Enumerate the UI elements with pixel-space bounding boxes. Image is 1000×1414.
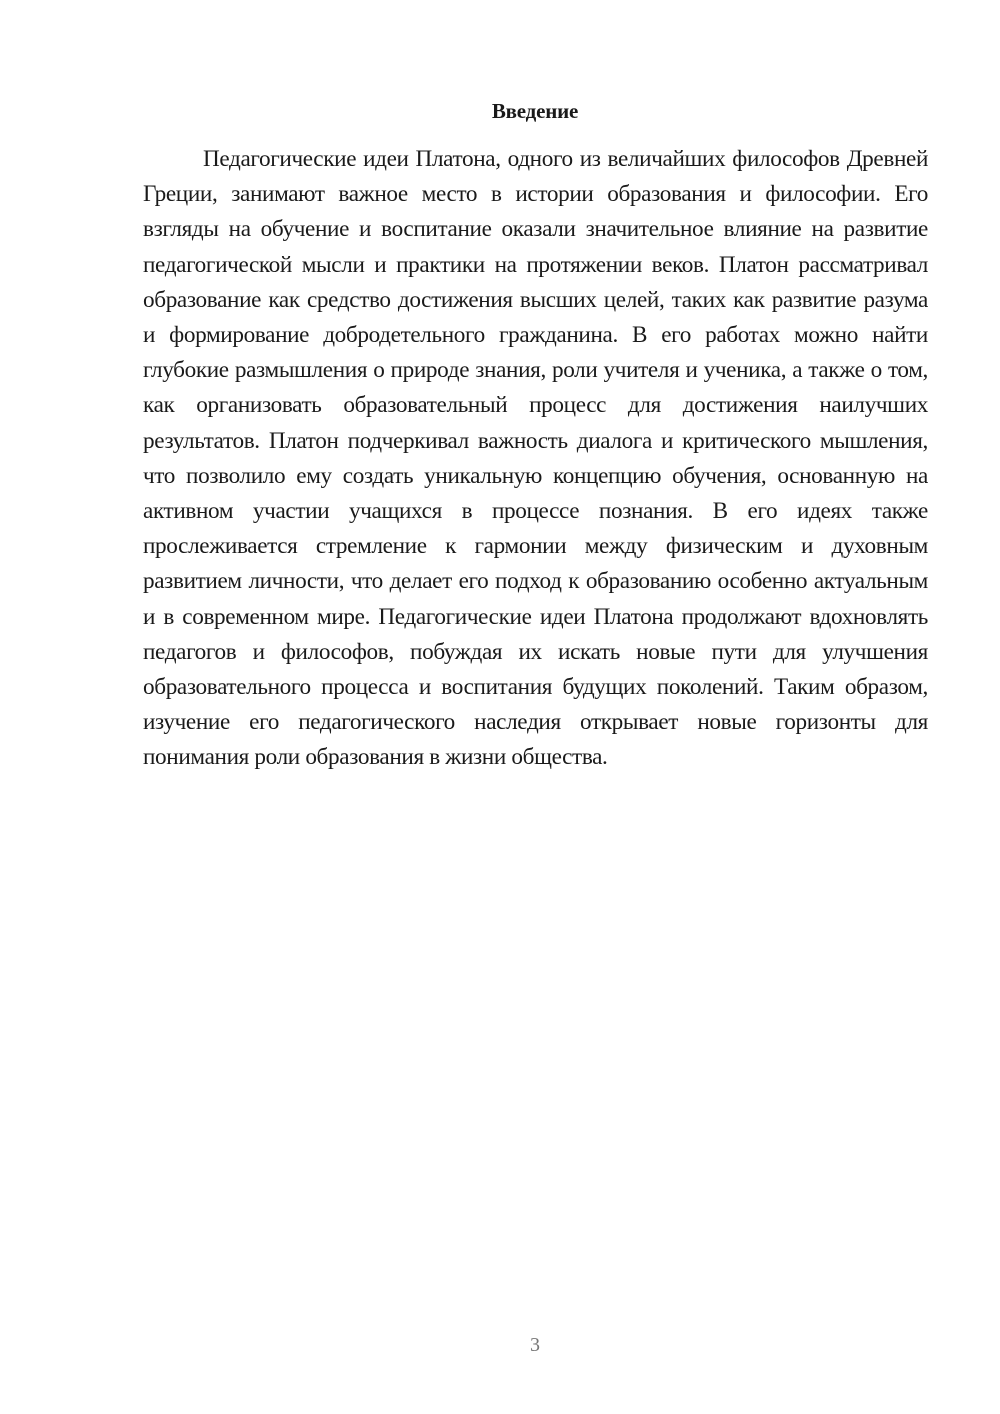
introduction-paragraph: Педагогические идеи Платона, одного из величайших философов Древней Греции, занимают важное место в истории образования и философии. Его взгляды на обучение и воспитание оказали значительное влияние на развитие педагогической мысли и практики на протяжении веков. Платон рассматривал образование как средство достижения высших целей, таких как развитие разума и формирование добродетельного гражданина. В его работах можно найти глубокие размышления о природе знания, роли учителя и ученика, а также о том, как организовать образовательный процесс для достижения наилучших результатов. Платон подчеркивал важность диалога и критического мышления, что позволило ему создать уникальную концепцию обучения, основанную на активном участии учащихся в процессе познания. В его идеях также прослеживается стремление к гармонии между физическим и духовным развитием личности, что делает его подход к образованию особенно актуальным и в современном мире. Педагогические идеи Платона продолжают вдохновлять педагогов и философов, побуждая их искать новые пути для улучшения образовательного процесса и воспитания будущих поколений. Таким образом, изучение его педагогического наследия открывает новые горизонты для понимания роли образования в жизни общества. — [143, 146, 928, 771]
section-heading: Введение — [491, 99, 579, 123]
page-number: 3 — [530, 1334, 540, 1356]
